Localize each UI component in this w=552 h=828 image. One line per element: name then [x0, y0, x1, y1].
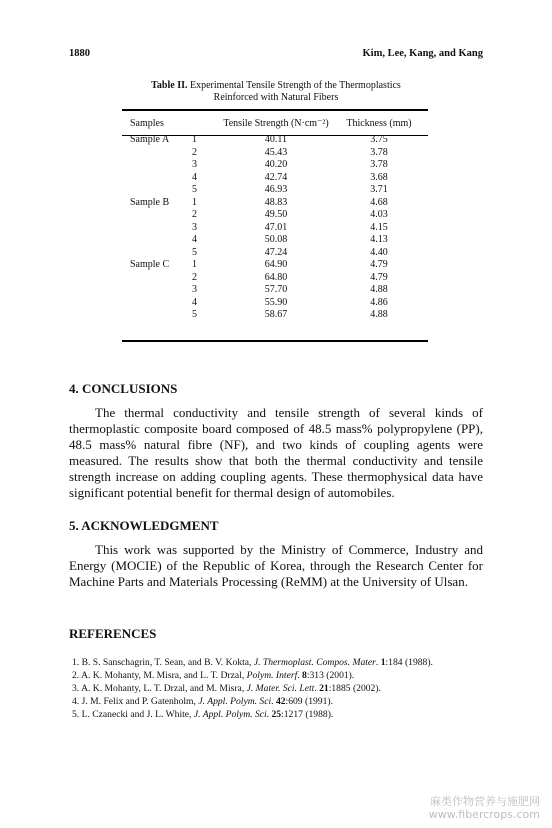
reference-journal: J. Appl. Polym. Sci [193, 709, 267, 720]
row-tensile-strength: 50.08 [264, 234, 288, 245]
reference-item [72, 669, 492, 682]
reference-volume: 1 [380, 657, 386, 668]
reference-list [72, 656, 492, 721]
table-row [122, 309, 428, 322]
reference-pages-year: :1885 (2002). [328, 683, 381, 694]
row-index: 1 [192, 196, 197, 208]
row-thickness: 3.78 [370, 146, 388, 158]
row-sample-group [122, 147, 192, 160]
row-tensile-strength: 40.11 [264, 134, 288, 145]
table-caption-line2: Reinforced with Natural Fibers [213, 92, 339, 103]
row-sample-group [122, 172, 192, 185]
table-row [122, 147, 428, 160]
row-index: 3 [192, 159, 197, 170]
reference-volume: 42 [275, 696, 286, 707]
table-row [122, 172, 428, 185]
table-row [122, 134, 428, 147]
row-index: 5 [192, 184, 197, 195]
col-header-thickness: Thickness (mm) [346, 117, 412, 129]
row-thickness: 4.40 [370, 246, 388, 258]
row-tensile-strength: 64.80 [264, 271, 288, 283]
reference-volume: 25 [271, 709, 282, 720]
row-index: 3 [192, 221, 197, 233]
table-row [122, 272, 428, 285]
table-row [122, 284, 428, 297]
row-index: 2 [192, 271, 197, 283]
reference-pages-year: :313 (2001). [306, 670, 355, 681]
row-tensile-strength: 40.20 [264, 159, 288, 170]
row-tensile-strength: 47.01 [264, 221, 288, 233]
conclusions-heading: 4. CONCLUSIONS [69, 381, 178, 396]
row-sample-group: Sample A [130, 134, 170, 145]
row-index: 4 [192, 234, 197, 245]
row-sample-group [122, 284, 192, 297]
row-thickness: 4.79 [370, 259, 388, 270]
row-index: 4 [192, 171, 197, 183]
row-thickness: 3.78 [370, 159, 388, 170]
reference-item [72, 682, 492, 695]
row-index: 2 [192, 146, 197, 158]
row-thickness: 3.75 [370, 134, 388, 145]
acknowledgment-heading: 5. ACKNOWLEDGMENT [69, 518, 219, 533]
table-row [122, 259, 428, 272]
table-caption-label: Table II. [151, 80, 188, 91]
row-sample-group [122, 309, 192, 322]
reference-volume: 8 [302, 670, 307, 681]
row-thickness: 4.13 [370, 234, 388, 245]
row-index: 1 [192, 134, 197, 145]
col-header-index [192, 114, 222, 134]
row-thickness: 4.88 [370, 309, 388, 320]
row-sample-group [122, 209, 192, 222]
row-thickness: 3.68 [370, 171, 388, 183]
reference-journal: Polym. Interf [246, 670, 298, 681]
row-tensile-strength: 42.74 [264, 171, 288, 183]
row-sample-group: Sample B [130, 196, 170, 208]
row-index: 2 [192, 209, 197, 220]
table-row [122, 209, 428, 222]
reference-item [72, 708, 492, 721]
acknowledgment-paragraph: This work was supported by the Ministry of Commerce, Industry and Energy (MOCIE) of the Republic of Korea, through the Research Center for Machine Parts and Materials Processing (ReMM) at the University of Ulsan. [69, 542, 483, 589]
reference-separator: . [266, 709, 272, 720]
reference-journal: J. Appl. Polym. Sci [198, 696, 272, 707]
tensile-strength-table [122, 114, 428, 322]
row-tensile-strength: 49.50 [264, 209, 288, 220]
reference-separator: . [314, 683, 320, 694]
row-index: 5 [192, 309, 197, 320]
reference-journal: J. Mater. Sci. Lett [246, 683, 315, 694]
reference-volume: 21 [319, 683, 329, 694]
row-thickness: 4.86 [370, 296, 388, 308]
row-sample-group [122, 184, 192, 197]
row-sample-group [122, 297, 192, 310]
row-thickness: 3.71 [370, 184, 388, 195]
row-thickness: 4.79 [370, 271, 388, 283]
row-index: 1 [192, 259, 197, 270]
table-row [122, 247, 428, 260]
row-thickness: 4.15 [370, 221, 388, 233]
watermark-line2: www.fibercrops.com [428, 808, 540, 821]
table-top-rule [122, 109, 428, 111]
table-caption-line1 [0, 80, 552, 92]
row-sample-group [122, 234, 192, 247]
table-body [122, 134, 428, 322]
page-number: 1880 [69, 48, 90, 59]
references-heading: REFERENCES [69, 626, 157, 641]
row-index: 4 [192, 296, 197, 308]
reference-authors: 4. J. M. Felix and P. Gatenholm, [72, 696, 199, 707]
table-caption [0, 80, 552, 104]
reference-authors: 1. B. S. Sanschagrin, T. Sean, and B. V. Kokta, [72, 657, 254, 668]
reference-item [72, 695, 492, 708]
reference-authors: 5. L. Czanecki and J. L. White, [72, 709, 194, 720]
table-row [122, 184, 428, 197]
table-bottom-rule [122, 340, 428, 342]
table-row [122, 197, 428, 210]
row-tensile-strength: 57.70 [264, 284, 288, 295]
row-thickness: 4.68 [370, 196, 388, 208]
table-caption-text: Experimental Tensile Strength of the Thermoplastics [190, 80, 401, 91]
row-index: 5 [192, 246, 197, 258]
reference-authors: 2. A. K. Mohanty, M. Misra, and L. T. Drzal, [72, 670, 247, 681]
conclusions-paragraph: The thermal conductivity and tensile strength of several kinds of thermoplastic composite board composed of 48.5 mass% polypropylene (PP), 48.5 mass% natural fibre (NF), and two kinds of coupling agents were measured. The results show that both the thermal conductivity and tensile strength increase on adding coupling agents. These thermophysical data have significant potential benefit for thermal design of automobiles. [69, 405, 483, 500]
table-row [122, 222, 428, 235]
row-sample-group [122, 272, 192, 285]
row-tensile-strength: 64.90 [264, 259, 288, 270]
running-authors: Kim, Lee, Kang, and Kang [362, 48, 483, 59]
col-header-samples: Samples [130, 117, 164, 129]
row-index: 3 [192, 284, 197, 295]
row-tensile-strength: 55.90 [264, 296, 288, 308]
table-header-row [122, 114, 428, 134]
reference-journal: J. Thermoplast. Compos. Mater [253, 657, 376, 668]
reference-separator: . [297, 670, 303, 681]
reference-pages-year: :1217 (1988). [281, 709, 334, 720]
row-sample-group [122, 159, 192, 172]
row-tensile-strength: 58.67 [264, 309, 288, 320]
row-tensile-strength: 46.93 [264, 184, 288, 195]
row-sample-group: Sample C [130, 259, 170, 270]
col-header-tensile: Tensile Strength (N·cm⁻²) [223, 117, 329, 129]
reference-pages-year: :184 (1988). [385, 657, 433, 668]
row-tensile-strength: 48.83 [264, 196, 288, 208]
reference-pages-year: :609 (1991). [285, 696, 333, 707]
row-thickness: 4.88 [370, 284, 388, 295]
row-thickness: 4.03 [370, 209, 388, 220]
table-row [122, 234, 428, 247]
row-sample-group [122, 247, 192, 260]
watermark [429, 795, 540, 821]
reference-item [72, 656, 492, 669]
table-row [122, 159, 428, 172]
watermark-line1: 麻类作物营养与施肥网 [430, 795, 540, 808]
reference-separator: . [375, 657, 381, 668]
table-row [122, 297, 428, 310]
row-tensile-strength: 45.43 [264, 146, 288, 158]
reference-separator: . [271, 696, 276, 707]
row-sample-group [122, 222, 192, 235]
reference-authors: 3. A. K. Mohanty, L. T. Drzal, and M. Misra, [72, 683, 247, 694]
row-tensile-strength: 47.24 [264, 246, 288, 258]
